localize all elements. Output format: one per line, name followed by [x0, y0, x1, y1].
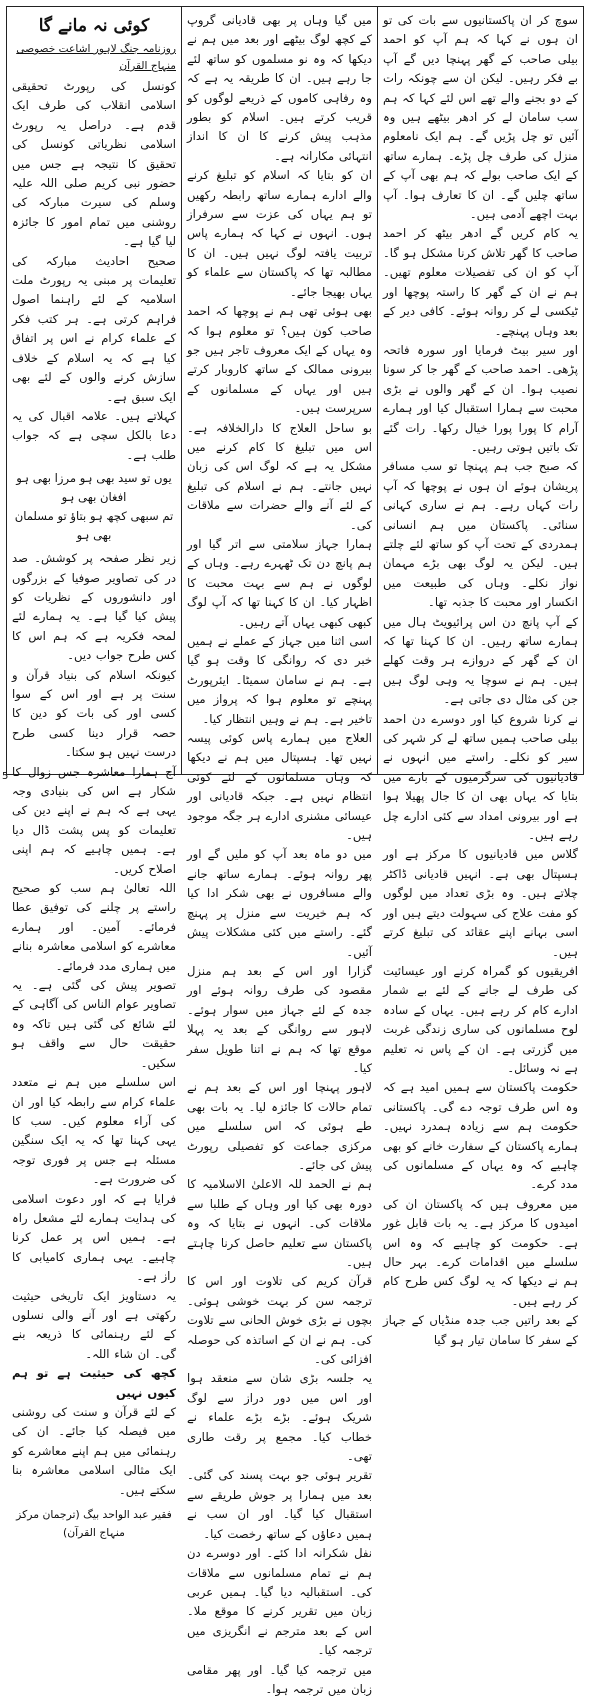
middle-para-11: ہم نے الحمد للہ الاعلیٰ الاسلامیہ کا دورہ بھی کیا اور وہاں کے طلبا سے ملاقات کی۔ انہوں نے بتایا کہ وہ پاکستان سے تعلیم حاصل کرنا چاہتے ہیں۔ — [187, 1177, 372, 1269]
middle-para-14: تقریر ہوئی جو بہت پسند کی گئی۔ بعد میں ہمارا پر جوش طریقے سے استقبال کیا گیا۔ اور ان سب نے ہمیں دعاؤں کے ساتھ رخصت کیا۔ — [187, 1468, 372, 1541]
middle-column — [181, 7, 377, 1696]
poetry-verse — [12, 469, 176, 545]
article-byline: روزنامہ جنگ لاہور اشاعت خصوصی منہاج القرآن — [16, 43, 176, 72]
middle-para-12: قرآن کریم کی تلاوت اور اس کا ترجمہ سن کر بہت خوشی ہوئی۔ بچوں نے بڑی خوش الحانی سے تلاوت کی۔ ہم نے ان کے اساتذہ کی حوصلہ افزائی کی۔ — [187, 1274, 372, 1367]
left-para-8: تصویر پیش کی گئی ہے۔ یہ تصاویر عوام الناس کی آگاہی کے لئے شائع کی گئی ہیں تاکہ وہ حقیقت حال سے واقف ہو سکیں۔ — [12, 978, 176, 1070]
right-para-1: سوچ کر ان پاکستانیوں سے بات کی تو ان ہوں نے کہا کہ ہم آپ کو احمد بیلی صاحب کے گھر پہنچا دیں گے آپ بے فکر رہیں۔ لیکن ان سے چونکہ رات کے دو بجنے والے تھے اس لئے کہا کہ ہم سب سامان لے کر ادھر بیٹھے ہیں وہ آئیں تو چل پڑیں گے۔ ہم ایک نامعلوم منزل کی طرف چل پڑے۔ ہمارے ساتھ کے ایک صاحب بولے کہ ہم بھی آپ کے ساتھ چلیں گے۔ ان کا تعارف ہوا۔ آپ بہت اچھے آدمی ہیں۔ — [383, 13, 578, 222]
left-para-2: صحیح احادیث مبارکہ کی تعلیمات پر مبنی یہ رپورٹ ملت اسلامیہ کے لئے راہنما اصول فراہم کرتی ہے۔ ہر کتب فکر کے علماء کرام نے اس پر اتفاق کیا ہے کہ یہ اسلام کے خلاف سازش کرنے والوں کے لئے بھی ایک سبق ہے۔ — [12, 253, 176, 404]
right-column — [377, 7, 583, 1347]
middle-para-2: ان کو بتایا کہ اسلام کو تبلیغ کرنے والے ادارے ہمارے ساتھ رابطہ رکھیں تو ہم یہاں کی عزت سے سرفراز ہوں۔ انہوں نے کہا کہ ہمارے پاس تربیت یافتہ لوگ نہیں ہیں۔ ان کا مطالبہ تھا کہ پاکستان سے علماء کو یہاں بھیجا جائے۔ — [187, 168, 372, 299]
left-para-11: یہ دستاویز ایک تاریخی حیثیت رکھتی ہے اور آنے والی نسلوں کے لئے رہنمائی کا ذریعہ بنے گی۔ ان شاء اللہ۔ — [12, 1288, 176, 1361]
middle-para-16: میں ترجمہ کیا گیا۔ اور پھر مقامی زبان میں ترجمہ ہوا۔ — [187, 1662, 372, 1696]
left-para-1: کونسل کی رپورٹ تحقیقی اسلامی انقلاب کی طرف ایک قدم ہے۔ دراصل یہ رپورٹ اسلامی نظریاتی کونسل کی تحقیق کا نتیجہ ہے جس میں حضور نبی کریم صلی اللہ علیہ وسلم کی سیرت مبارکہ کی روشنی میں تمام امور کا جائزہ لیا گیا ہے۔ — [12, 79, 176, 249]
middle-para-15: نفل شکرانہ ادا کئے۔ اور دوسرے دن ہم نے تمام مسلمانوں سے ملاقات کی۔ استقبالیہ دیا گیا۔ ہمیں عربی زبان میں تقریر کرنے کا موقع ملا۔ اس کے بعد مترجم نے انگریزی میں ترجمہ کیا۔ — [187, 1546, 372, 1658]
author-signature: فقیر عبد الواحد بیگ (ترجمان مرکز منہاج القرآن) — [16, 1508, 172, 1540]
right-para-10: میں معروف ہیں کہ پاکستان ان کی امیدوں کا مرکز ہے۔ یہ بات قابل غور ہے۔ حکومت کو چاہیے کہ وہ اس سلسلے میں اقدامات کرے۔ بہر حال ہم نے دیکھا کہ یہ لوگ کس طرح کام کر رہے ہیں۔ — [383, 1196, 578, 1308]
left-para-5: کیونکہ اسلام کی بنیاد قرآن و سنت پر ہے اور اس کے سوا کسی اور کی بات کو دین کا حصہ قرار دینا کسی طرح درست نہیں ہو سکتا۔ — [12, 667, 176, 760]
left-para-10: فرایا ہے کہ اور دعوت اسلامی کی ہدایت ہمارے لئے مشعل راہ ہے۔ ہمیں اس پر عمل کرنا چاہیے۔ یہی ہماری کامیابی کا راز ہے۔ — [12, 1191, 176, 1284]
right-para-4: کہ صبح جب ہم پہنچا تو سب مسافر پریشان ہوئے ان ہوں نے پوچھا کہ آپ رات کہاں رہے۔ ہم نے ساری کہانی سنائی۔ پاکستان میں ہم انسانی ہمدردی کے تحت آپ کو ساتھ لئے چلتے ہیں۔ لیکن یہ لوگ بھی بڑے مہمان نواز نکلے۔ وہاں کی طبیعت میں انکسار اور محبت کا جذبہ تھا۔ — [383, 459, 578, 610]
middle-para-8: میں دو ماہ بعد آپ کو ملیں گے اور پھر روانہ ہوئے۔ ہمارے ساتھ جانے والے مسافروں نے بھی شکر ادا کیا کہ ہم خیریت سے منزل پر پہنچ گئے۔ راستے میں کئی مشکلات پیش آئیں۔ — [187, 847, 372, 959]
page-number: 5 — [2, 771, 9, 782]
verse-line-1: یوں تو سید بھی ہو مرزا بھی ہو افغان بھی ہو — [16, 471, 172, 505]
middle-para-6: اسی اثنا میں جہاز کے عملے نے ہمیں خبر دی کہ روانگی کا وقت ہو گیا ہے۔ ہم نے سامان سمیٹا۔ ایئرپورٹ پہنچے تو معلوم ہوا کہ پرواز میں تاخیر ہے۔ ہم نے وہیں انتظار کیا۔ — [187, 634, 372, 726]
verse-line-2: تم سبھی کچھ ہو بتاؤ تو مسلمان بھی ہو — [14, 509, 174, 543]
right-para-6: نے کرنا شروع کیا اور دوسرے دن احمد بیلی صاحب ہمیں ساتھ لے کر شہر کی سیر کو نکلے۔ راستے میں انہوں نے قادیانیوں کی سرگرمیوں کے بارے میں بتایا کہ یہاں بھی ان کا جال پھیلا ہوا ہے اور بیرونی امداد سے کئی ادارے چل رہے ہیں۔ — [383, 711, 578, 843]
page-frame — [6, 6, 584, 1696]
closing-paragraph: کے لئے قرآن و سنت کی روشنی میں فیصلہ کیا جائے۔ ان کی رہنمائی میں ہم اپنے معاشرے کو ایک مثالی اسلامی معاشرہ بنا سکتے ہیں۔ — [12, 1405, 176, 1497]
middle-para-13: یہ جلسہ بڑی شان سے منعقد ہوا اور اس میں دور دراز سے لوگ شریک ہوئے۔ بڑے بڑے علماء نے خطاب کیا۔ مجمع پر رقت طاری تھی۔ — [187, 1371, 372, 1464]
right-para-2: یہ کام کریں گے ادھر بیٹھ کر احمد صاحب کا گھر تلاش کرنا مشکل ہو گا۔ آپ کو ان کی تفصیلات معلوم تھیں۔ ہم نے ان کے گھر کا راستہ پوچھا اور ٹیکسی لے کر روانہ ہوئے۔ کافی دیر کے بعد وہاں پہنچے۔ — [383, 226, 578, 338]
left-para-7: اللہ تعالیٰ ہم سب کو صحیح راستے پر چلنے کی توفیق عطا فرمائے۔ آمین۔ اور ہمارے معاشرے کو اسلامی معاشرہ بنانے میں ہماری مدد فرمائے۔ — [12, 881, 176, 973]
middle-para-4: بو ساحل العلاج کا دارالخلافہ ہے۔ اس میں تبلیغ کا کام کرنے میں مشکل یہ ہے کہ لوگ اس کی زبان نہیں جانتے۔ ہم نے اسلام کی تبلیغ کے لئے آنے والے حضرات سے ملاقات کی۔ — [187, 420, 372, 532]
right-para-9: حکومت پاکستان سے ہمیں امید ہے کہ وہ اس طرف توجہ دے گی۔ پاکستانی حکومت ہم سے زیادہ ہمدرد نہیں۔ ہمارے پاکستان کے سفارت خانے کو بھی چاہیے کہ وہ یہاں کے مسلمانوں کی مدد کرے۔ — [383, 1080, 578, 1192]
middle-para-1: میں گیا وہاں پر بھی قادیانی گروپ کے کچھ لوگ بیٹھے اور بعد میں ہم نے دیکھا کہ وہ نو مسلموں کو ساتھ لئے جا رہے ہیں۔ ان کا طریقہ یہ ہے کہ وہ رفاہی کاموں کے ذریعے لوگوں کو قریب کرتے ہیں۔ اسلام کو بطور مذہب پیش کرنے کا ان کا انداز انتہائی مکارانہ ہے۔ — [187, 13, 372, 163]
right-para-7: گلاس میں قادیانیوں کا مرکز ہے اور ہسپتال بھی ہے۔ انہیں قادیانی ڈاکٹر چلاتے ہیں۔ وہ بڑی تعداد میں لوگوں کو مفت علاج کی سہولت دیتے ہیں اور اسی بہانے اپنے عقائد کی تبلیغ کرتے ہیں۔ — [383, 847, 578, 959]
emphasis-line: کچھ کی حیثیت ہے تو ہم کیوں نہیں — [12, 1366, 176, 1400]
middle-para-3: بھی ہوئی تھی ہم نے پوچھا کہ احمد صاحب کون ہیں؟ تو معلوم ہوا کہ وہ یہاں کے ایک معروف تاجر ہیں جو بیرونی ممالک کے ساتھ کاروبار کرتے ہیں اور یہاں کے مسلمانوں کے سرپرست ہیں۔ — [187, 304, 372, 416]
left-para-4: زیر نظر صفحہ پر کوشش۔ صد در کی تصاویر صوفیا کے بزرگوں اور دانشوروں کے نظریات کو پیش کیا گیا ہے۔ یہ ہمارے لئے لمحہ فکریہ ہے کہ ہم اس کا کس طرح جواب دیں۔ — [12, 551, 176, 663]
middle-para-7: العلاج میں ہمارے پاس کوئی پیسہ نہیں تھا۔ ہسپتال میں ہم نے دیکھا کہ وہاں مسلمانوں کے لئے کوئی انتظام نہیں ہے۔ جبکہ قادیانی اور عیسائی مشنری ادارے ہر جگہ موجود ہیں۔ — [187, 731, 372, 843]
article-headline: کوئی نہ مانے گا — [38, 16, 150, 36]
right-para-11: کے بعد راتیں جب جدہ منڈیاں کے جہاز کے سفر کا سامان تیار ہو گیا — [383, 1313, 578, 1347]
middle-para-5: ہمارا جہاز سلامتی سے اتر گیا اور ہم پانچ دن تک ٹھہرے رہے۔ وہاں کے لوگوں نے ہم سے بہت محبت کا اظہار کیا۔ ان کا کہنا تھا کہ آپ لوگ کبھی کبھی یہاں آتے رہیں۔ — [187, 536, 372, 629]
middle-para-9: گزارا اور اس کے بعد ہم منزل مقصود کی طرف روانہ ہوئے اور جدہ کے لئے جہاز میں سوار ہوئے۔ لاہور سے روانگی کے بعد یہ پہلا موقع تھا کہ ہم نے اتنا طویل سفر کیا۔ — [187, 963, 372, 1075]
left-para-6: آج ہمارا معاشرہ جس زوال کا شکار ہے اس کی بنیادی وجہ یہی ہے کہ ہم نے اپنے دین کی تعلیمات کو پس پشت ڈال دیا ہے۔ ہمیں چاہیے کہ ہم اپنی اصلاح کریں۔ — [12, 764, 176, 876]
middle-para-10: لاہور پہنچا اور اس کے بعد ہم نے تمام حالات کا جائزہ لیا۔ یہ بات بھی طے ہوئی کہ اس سلسلے میں مرکزی جماعت کو تفصیلی رپورٹ پیش کی جائے۔ — [187, 1080, 372, 1172]
right-para-8: افریقیوں کو گمراہ کرنے اور عیسائیت کی طرف لے جانے کے لئے بے شمار ادارے کام کر رہے ہیں۔ یہاں کے سادہ لوح مسلمانوں کی ساری زندگی غربت میں گزرتی ہے۔ ان کے پاس نہ تعلیم ہے نہ وسائل۔ — [383, 963, 578, 1075]
left-para-3: کہلاتے ہیں۔ علامہ اقبال کی یہ دعا بالکل سچی ہے کہ جواب طلب ہے۔ — [12, 408, 176, 462]
left-para-9: اس سلسلے میں ہم نے متعدد علماء کرام سے رابطہ کیا اور ان کی آراء معلوم کیں۔ سب کا یہی کہنا تھا کہ یہ ایک سنگین مسئلہ ہے جس پر فوری توجہ کی ضرورت ہے۔ — [12, 1075, 176, 1187]
left-column — [7, 7, 181, 1540]
right-para-3: اور سیر بیٹ فرمایا اور سورہ فاتحہ پڑھی۔ احمد صاحب کے گھر جا کر سونا نصیب ہوا۔ ان کے گھر والوں نے بڑی محبت سے ہمارا استقبال کیا اور ہمارے آرام کا پورا پورا خیال رکھا۔ رات گئے تک باتیں ہوتی رہیں۔ — [383, 342, 578, 454]
right-para-5: کے آپ پانچ دن اس پرائیویٹ ہال میں ہمارے ساتھ رہیں۔ ان کا کہنا تھا کہ ان کے گھر کے دروازے ہر وقت کھلے ہیں۔ ہم نے سوچا یہ وہی لوگ ہیں جن کی مثال دی جاتی ہے۔ — [383, 614, 578, 707]
